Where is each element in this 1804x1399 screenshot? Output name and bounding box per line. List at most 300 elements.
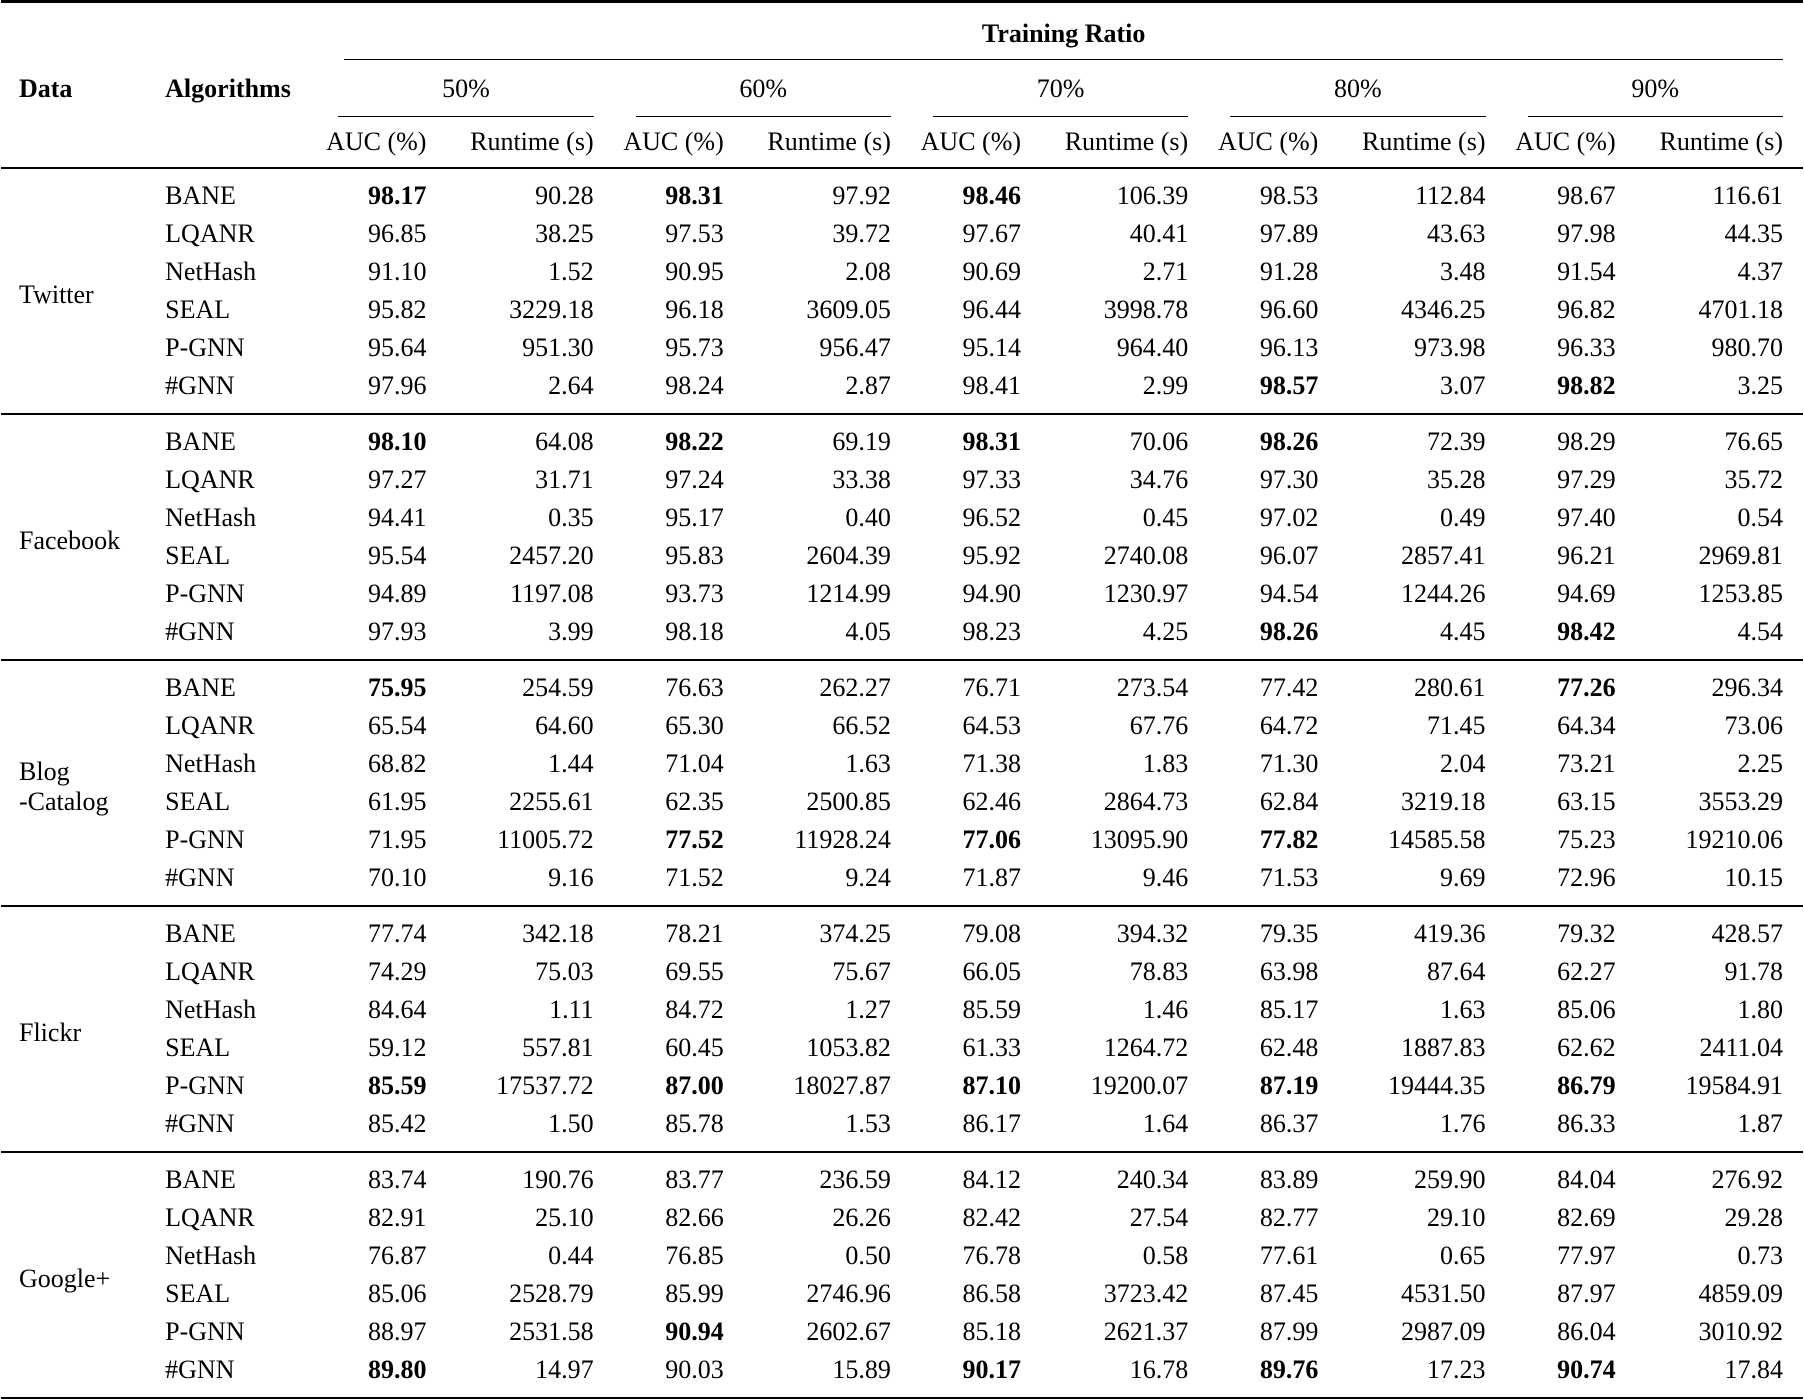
- auc-value: 95.17: [665, 503, 724, 532]
- auc-value: 91.10: [367, 257, 427, 286]
- auc-value: 96.07: [1259, 541, 1319, 570]
- runtime-value: 39.72: [832, 219, 891, 248]
- table-row: [1, 613, 1803, 660]
- runtime-value: 4701.18: [1698, 295, 1783, 324]
- runtime-value: 951.30: [522, 333, 594, 362]
- auc-value: 71.52: [665, 863, 724, 892]
- auc-value: 62.35: [665, 787, 724, 816]
- runtime-value: 9.16: [548, 863, 594, 892]
- auc-value: 88.97: [367, 1317, 427, 1346]
- training-ratio-header: [316, 2, 1803, 69]
- auc-value: 86.17: [962, 1109, 1022, 1138]
- runtime-value: 276.92: [1711, 1165, 1783, 1194]
- table-row: [1, 499, 1803, 537]
- auc-value: 82.77: [1259, 1203, 1319, 1232]
- auc-value: 63.15: [1557, 787, 1616, 816]
- table-row: [1, 414, 1803, 461]
- runtime-value: 18027.87: [793, 1071, 891, 1100]
- runtime-value: 2.87: [845, 371, 891, 400]
- auc-value: 93.73: [665, 579, 724, 608]
- runtime-value: 1.53: [845, 1109, 891, 1138]
- dataset-label-line: -Catalog: [19, 787, 109, 816]
- auc-value: 76.63: [665, 673, 724, 702]
- auc-value: 71.30: [1259, 749, 1319, 778]
- runtime-subheader: Runtime (s): [1362, 127, 1486, 156]
- algorithm-label: SEAL: [165, 295, 231, 324]
- table-row: [1, 1275, 1803, 1313]
- runtime-value: 2.25: [1737, 749, 1783, 778]
- runtime-value: 0.58: [1142, 1241, 1189, 1270]
- auc-value: 77.26: [1557, 673, 1616, 702]
- auc-value: 83.89: [1259, 1165, 1319, 1194]
- auc-value: 90.74: [1557, 1355, 1616, 1384]
- runtime-value: 33.38: [832, 465, 891, 494]
- auc-value: 64.34: [1557, 711, 1616, 740]
- runtime-value: 3229.18: [509, 295, 594, 324]
- runtime-value: 19584.91: [1685, 1071, 1783, 1100]
- auc-value: 76.87: [367, 1241, 427, 1270]
- table-row: [1, 537, 1803, 575]
- table-row: [1, 1029, 1803, 1067]
- auc-value: 94.90: [962, 579, 1022, 608]
- runtime-value: 1887.83: [1401, 1033, 1486, 1062]
- runtime-value: 27.54: [1129, 1203, 1189, 1232]
- auc-value: 76.71: [962, 673, 1022, 702]
- table-row: [1, 1105, 1803, 1152]
- runtime-value: 3.48: [1440, 257, 1486, 286]
- auc-value: 89.76: [1259, 1355, 1319, 1384]
- runtime-value: 19200.07: [1090, 1071, 1189, 1100]
- runtime-value: 2.64: [548, 371, 594, 400]
- auc-value: 98.41: [962, 371, 1022, 400]
- auc-value: 79.35: [1259, 919, 1319, 948]
- runtime-value: 9.24: [845, 863, 891, 892]
- runtime-value: 3.25: [1737, 371, 1783, 400]
- auc-value: 98.31: [665, 181, 724, 210]
- algorithm-label: BANE: [165, 673, 236, 702]
- algorithm-label: NetHash: [165, 995, 257, 1024]
- runtime-value: 91.78: [1724, 957, 1783, 986]
- runtime-value: 4.54: [1737, 617, 1783, 646]
- runtime-value: 75.03: [535, 957, 594, 986]
- auc-value: 75.23: [1557, 825, 1616, 854]
- runtime-subheader: Runtime (s): [767, 127, 891, 156]
- auc-value: 95.82: [367, 295, 427, 324]
- auc-value: 98.46: [962, 181, 1022, 210]
- runtime-value: 73.06: [1724, 711, 1783, 740]
- runtime-value: 2621.37: [1103, 1317, 1189, 1346]
- ratio-header-60: [614, 68, 911, 117]
- runtime-value: 64.60: [535, 711, 594, 740]
- runtime-value: 980.70: [1711, 333, 1783, 362]
- table-row: [1, 575, 1803, 613]
- runtime-value: 106.39: [1116, 181, 1189, 210]
- auc-value: 91.28: [1259, 257, 1319, 286]
- dataset-section: [1, 414, 1803, 660]
- auc-value: 97.29: [1557, 465, 1616, 494]
- runtime-value: 3609.05: [806, 295, 891, 324]
- ratio-header-80: [1208, 68, 1505, 117]
- dataset-label-line: Google+: [19, 1264, 111, 1293]
- auc-value: 98.57: [1259, 371, 1319, 400]
- runtime-value: 17.23: [1427, 1355, 1486, 1384]
- auc-value: 87.99: [1259, 1317, 1319, 1346]
- ratio-row: [1, 68, 1803, 117]
- header-corner-spacer: [1, 2, 316, 69]
- runtime-value: 0.40: [845, 503, 891, 532]
- table-row: [1, 329, 1803, 367]
- auc-value: 94.89: [367, 579, 427, 608]
- auc-value: 97.27: [367, 465, 427, 494]
- runtime-value: 1.27: [845, 995, 891, 1024]
- auc-value: 96.85: [367, 219, 427, 248]
- table-row: [1, 783, 1803, 821]
- auc-value: 85.42: [367, 1109, 427, 1138]
- auc-value: 62.84: [1259, 787, 1319, 816]
- algorithm-label: LQANR: [165, 957, 255, 986]
- runtime-value: 25.10: [535, 1203, 594, 1232]
- runtime-value: 1.63: [845, 749, 891, 778]
- auc-value: 97.53: [665, 219, 724, 248]
- runtime-value: 2740.08: [1103, 541, 1189, 570]
- algorithm-label: P-GNN: [165, 825, 245, 854]
- algorithm-label: NetHash: [165, 1241, 257, 1270]
- table-row: [1, 660, 1803, 707]
- auc-value: 83.74: [367, 1165, 427, 1194]
- ratio-label: 60%: [636, 68, 891, 117]
- auc-value: 87.10: [962, 1071, 1022, 1100]
- auc-value: 96.52: [962, 503, 1022, 532]
- algorithm-label: NetHash: [165, 257, 257, 286]
- auc-value: 87.45: [1259, 1279, 1319, 1308]
- runtime-value: 1264.72: [1103, 1033, 1189, 1062]
- auc-value: 71.95: [367, 825, 427, 854]
- auc-value: 71.87: [962, 863, 1022, 892]
- auc-value: 59.12: [367, 1033, 427, 1062]
- ratio-header-90: [1506, 68, 1804, 117]
- table-row: [1, 1237, 1803, 1275]
- runtime-value: 2528.79: [509, 1279, 594, 1308]
- auc-value: 98.22: [665, 427, 724, 456]
- algorithm-label: #GNN: [165, 1109, 235, 1138]
- runtime-value: 1253.85: [1698, 579, 1783, 608]
- table-row: [1, 1351, 1803, 1398]
- auc-value: 70.10: [367, 863, 427, 892]
- auc-value: 62.62: [1557, 1033, 1616, 1062]
- auc-value: 95.73: [665, 333, 724, 362]
- runtime-value: 3998.78: [1103, 295, 1189, 324]
- runtime-subheader: Runtime (s): [470, 127, 594, 156]
- auc-value: 90.69: [962, 257, 1022, 286]
- auc-value: 73.21: [1557, 749, 1616, 778]
- runtime-value: 17.84: [1724, 1355, 1783, 1384]
- auc-value: 97.33: [962, 465, 1022, 494]
- runtime-value: 2457.20: [509, 541, 594, 570]
- runtime-value: 35.72: [1724, 465, 1783, 494]
- runtime-value: 1.64: [1142, 1109, 1189, 1138]
- runtime-value: 19210.06: [1685, 825, 1783, 854]
- auc-value: 96.21: [1557, 541, 1616, 570]
- runtime-value: 112.84: [1414, 181, 1486, 210]
- algorithm-label: SEAL: [165, 1033, 231, 1062]
- auc-value: 90.94: [665, 1317, 724, 1346]
- auc-value: 94.41: [367, 503, 427, 532]
- runtime-value: 66.52: [832, 711, 891, 740]
- runtime-value: 90.28: [535, 181, 594, 210]
- auc-value: 82.91: [367, 1203, 427, 1232]
- runtime-value: 29.10: [1427, 1203, 1486, 1232]
- runtime-value: 557.81: [522, 1033, 594, 1062]
- ratio-header-50: [316, 68, 613, 117]
- auc-value: 94.54: [1259, 579, 1319, 608]
- algorithm-label: #GNN: [165, 617, 235, 646]
- algorithm-label: P-GNN: [165, 579, 245, 608]
- dataset-label-line: Flickr: [19, 1018, 82, 1047]
- auc-value: 98.10: [367, 427, 427, 456]
- runtime-value: 956.47: [819, 333, 891, 362]
- table-row: [1, 367, 1803, 414]
- runtime-value: 64.08: [535, 427, 594, 456]
- auc-subheader: AUC (%): [623, 127, 724, 156]
- table-row: [1, 1152, 1803, 1199]
- auc-value: 86.37: [1259, 1109, 1319, 1138]
- auc-value: 77.42: [1259, 673, 1319, 702]
- auc-value: 94.69: [1557, 579, 1616, 608]
- auc-value: 85.17: [1259, 995, 1319, 1024]
- runtime-value: 70.06: [1129, 427, 1189, 456]
- runtime-value: 29.28: [1724, 1203, 1783, 1232]
- runtime-value: 1.50: [548, 1109, 594, 1138]
- auc-value: 84.04: [1557, 1165, 1616, 1194]
- runtime-value: 2857.41: [1401, 541, 1486, 570]
- runtime-value: 3553.29: [1698, 787, 1783, 816]
- auc-value: 98.67: [1557, 181, 1616, 210]
- runtime-value: 2531.58: [509, 1317, 594, 1346]
- auc-value: 85.99: [665, 1279, 724, 1308]
- runtime-value: 374.25: [819, 919, 891, 948]
- algorithm-label: SEAL: [165, 541, 231, 570]
- auc-value: 95.14: [962, 333, 1022, 362]
- runtime-value: 1244.26: [1401, 579, 1486, 608]
- auc-value: 98.17: [367, 181, 427, 210]
- auc-value: 75.95: [367, 673, 427, 702]
- runtime-value: 0.50: [845, 1241, 891, 1270]
- runtime-value: 1230.97: [1103, 579, 1189, 608]
- ratio-label: 70%: [933, 68, 1188, 117]
- runtime-value: 280.61: [1414, 673, 1486, 702]
- auc-value: 98.23: [962, 617, 1022, 646]
- auc-value: 74.29: [367, 957, 427, 986]
- runtime-value: 3.99: [548, 617, 594, 646]
- runtime-value: 973.98: [1414, 333, 1486, 362]
- auc-value: 78.21: [665, 919, 724, 948]
- runtime-value: 236.59: [819, 1165, 891, 1194]
- runtime-value: 2969.81: [1698, 541, 1783, 570]
- algorithm-label: P-GNN: [165, 1071, 245, 1100]
- auc-value: 69.55: [665, 957, 724, 986]
- table-row: [1, 707, 1803, 745]
- auc-value: 77.97: [1557, 1241, 1616, 1270]
- table-row: [1, 168, 1803, 215]
- auc-value: 95.54: [367, 541, 427, 570]
- auc-value: 85.78: [665, 1109, 724, 1138]
- auc-value: 97.96: [367, 371, 427, 400]
- auc-value: 82.69: [1557, 1203, 1616, 1232]
- auc-value: 98.26: [1259, 617, 1319, 646]
- auc-value: 76.78: [962, 1241, 1022, 1270]
- auc-value: 98.26: [1259, 427, 1319, 456]
- runtime-value: 97.92: [832, 181, 891, 210]
- auc-value: 96.13: [1259, 333, 1319, 362]
- auc-value: 77.74: [367, 919, 427, 948]
- runtime-value: 0.65: [1440, 1241, 1486, 1270]
- runtime-value: 394.32: [1116, 919, 1189, 948]
- runtime-value: 0.35: [548, 503, 594, 532]
- runtime-value: 4.05: [845, 617, 891, 646]
- auc-value: 86.79: [1557, 1071, 1616, 1100]
- auc-value: 87.19: [1259, 1071, 1319, 1100]
- runtime-value: 14585.58: [1388, 825, 1486, 854]
- runtime-value: 2746.96: [806, 1279, 891, 1308]
- auc-value: 84.12: [962, 1165, 1022, 1194]
- runtime-value: 34.76: [1129, 465, 1189, 494]
- auc-value: 97.30: [1259, 465, 1319, 494]
- auc-value: 84.64: [367, 995, 427, 1024]
- auc-value: 97.67: [962, 219, 1022, 248]
- runtime-value: 0.45: [1142, 503, 1189, 532]
- runtime-value: 10.15: [1724, 863, 1783, 892]
- algorithm-label: LQANR: [165, 1203, 255, 1232]
- auc-value: 85.59: [962, 995, 1022, 1024]
- runtime-value: 273.54: [1116, 673, 1189, 702]
- runtime-value: 72.39: [1427, 427, 1486, 456]
- auc-value: 68.82: [367, 749, 427, 778]
- runtime-value: 4859.09: [1698, 1279, 1783, 1308]
- runtime-value: 11928.24: [794, 825, 891, 854]
- auc-value: 86.58: [962, 1279, 1022, 1308]
- runtime-value: 1197.08: [510, 579, 594, 608]
- runtime-value: 0.73: [1737, 1241, 1783, 1270]
- auc-value: 65.54: [367, 711, 427, 740]
- dataset-label-line: Twitter: [19, 280, 94, 309]
- runtime-value: 17537.72: [496, 1071, 594, 1100]
- dataset-section: [1, 660, 1803, 906]
- table-header: [1, 2, 1803, 169]
- auc-value: 86.33: [1557, 1109, 1616, 1138]
- table-row: [1, 1313, 1803, 1351]
- auc-value: 97.24: [665, 465, 724, 494]
- auc-value: 71.53: [1259, 863, 1319, 892]
- data-column-header: Data: [19, 74, 73, 103]
- runtime-value: 419.36: [1414, 919, 1486, 948]
- auc-value: 98.18: [665, 617, 724, 646]
- runtime-value: 964.40: [1116, 333, 1189, 362]
- algorithm-label: SEAL: [165, 787, 231, 816]
- auc-value: 96.33: [1557, 333, 1616, 362]
- auc-value: 85.06: [367, 1279, 427, 1308]
- runtime-value: 1.83: [1142, 749, 1189, 778]
- auc-value: 63.98: [1259, 957, 1319, 986]
- auc-value: 71.04: [665, 749, 724, 778]
- auc-value: 90.17: [962, 1355, 1022, 1384]
- dataset-section: [1, 906, 1803, 1152]
- auc-value: 98.53: [1259, 181, 1319, 210]
- auc-value: 89.80: [367, 1355, 427, 1384]
- auc-value: 97.98: [1557, 219, 1616, 248]
- auc-subheader: AUC (%): [326, 127, 427, 156]
- dataset-label-line: Blog: [19, 757, 70, 786]
- auc-value: 79.08: [962, 919, 1022, 948]
- auc-value: 95.83: [665, 541, 724, 570]
- runtime-value: 3010.92: [1698, 1317, 1783, 1346]
- runtime-value: 1.80: [1737, 995, 1783, 1024]
- auc-value: 83.77: [665, 1165, 724, 1194]
- algorithm-label: LQANR: [165, 711, 255, 740]
- table-row: [1, 821, 1803, 859]
- table-row: [1, 906, 1803, 953]
- runtime-value: 2500.85: [806, 787, 891, 816]
- auc-value: 64.72: [1259, 711, 1319, 740]
- runtime-value: 2.04: [1440, 749, 1486, 778]
- ratio-label: 90%: [1528, 68, 1784, 117]
- runtime-value: 3.07: [1440, 371, 1486, 400]
- runtime-value: 4.45: [1440, 617, 1486, 646]
- dataset-label: [1, 168, 161, 414]
- runtime-subheader: Runtime (s): [1659, 127, 1783, 156]
- ratio-header-70: [911, 68, 1208, 117]
- auc-value: 84.72: [665, 995, 724, 1024]
- dataset-label: [1, 906, 161, 1152]
- auc-value: 62.48: [1259, 1033, 1319, 1062]
- auc-value: 77.61: [1259, 1241, 1319, 1270]
- algorithm-label: BANE: [165, 181, 236, 210]
- runtime-value: 40.41: [1129, 219, 1189, 248]
- algorithm-label: LQANR: [165, 219, 255, 248]
- auc-value: 77.82: [1259, 825, 1319, 854]
- runtime-value: 0.44: [548, 1241, 594, 1270]
- table-row: [1, 745, 1803, 783]
- runtime-value: 4531.50: [1401, 1279, 1486, 1308]
- algorithm-label: #GNN: [165, 371, 235, 400]
- auc-value: 77.06: [962, 825, 1022, 854]
- runtime-value: 2255.61: [509, 787, 594, 816]
- table-row: [1, 1199, 1803, 1237]
- runtime-value: 259.90: [1414, 1165, 1486, 1194]
- runtime-value: 9.46: [1142, 863, 1189, 892]
- algorithm-label: #GNN: [165, 1355, 235, 1384]
- dataset-label: [1, 1152, 161, 1398]
- auc-subheader: AUC (%): [920, 127, 1022, 156]
- training-ratio-label: Training Ratio: [344, 11, 1783, 60]
- table-row: [1, 991, 1803, 1029]
- auc-value: 96.44: [962, 295, 1022, 324]
- results-table: [1, 0, 1803, 1399]
- table-row: [1, 1067, 1803, 1105]
- table-row: [1, 859, 1803, 906]
- auc-value: 96.60: [1259, 295, 1319, 324]
- runtime-subheader: Runtime (s): [1064, 127, 1189, 156]
- runtime-value: 1214.99: [806, 579, 891, 608]
- runtime-value: 116.61: [1712, 181, 1783, 210]
- auc-value: 79.32: [1557, 919, 1616, 948]
- auc-value: 98.29: [1557, 427, 1616, 456]
- runtime-value: 87.64: [1427, 957, 1486, 986]
- runtime-value: 38.25: [535, 219, 594, 248]
- ratio-label: 50%: [338, 68, 593, 117]
- runtime-value: 296.34: [1711, 673, 1783, 702]
- auc-value: 66.05: [962, 957, 1022, 986]
- auc-value: 82.42: [962, 1203, 1022, 1232]
